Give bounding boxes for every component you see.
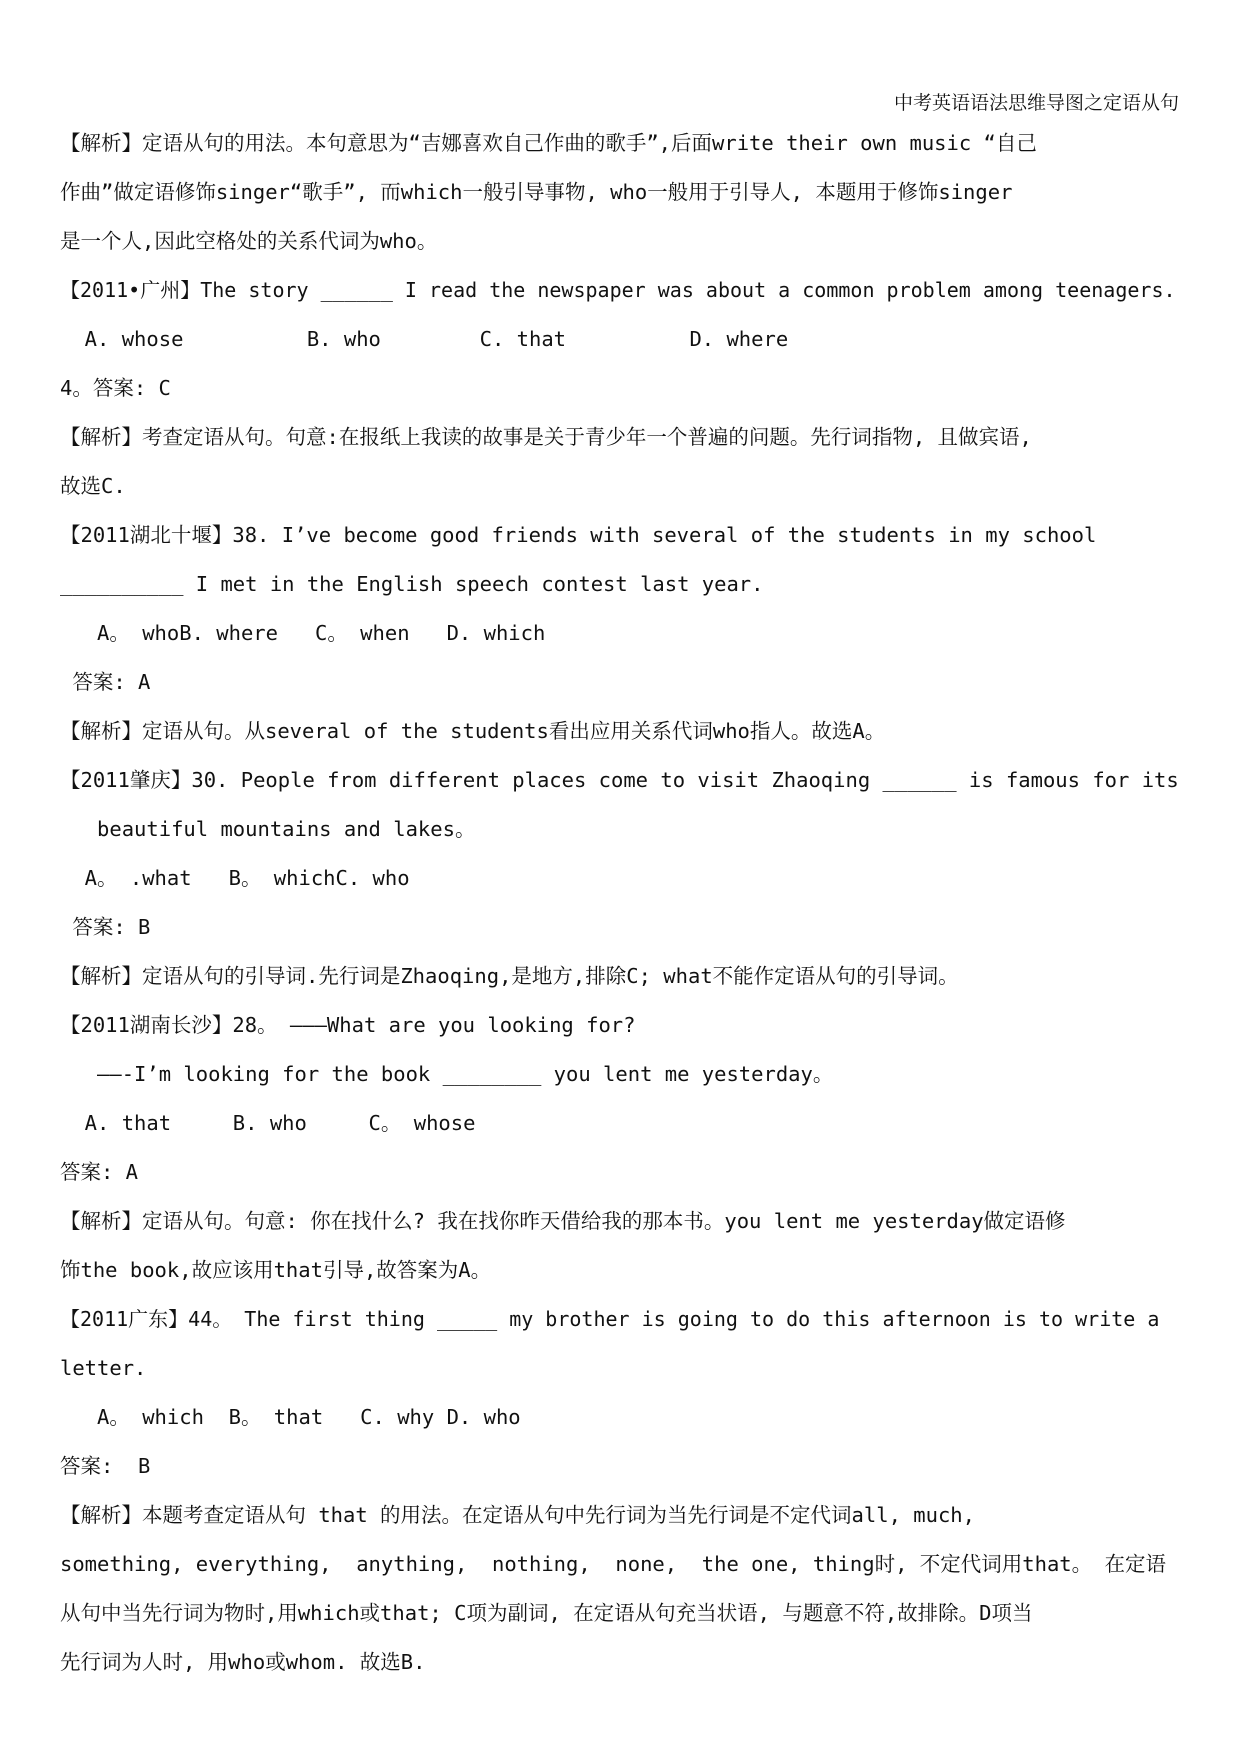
text-line: 先行词为人时, 用who或whom. 故选B. (60, 1650, 426, 1674)
question-line: 【2011湖南长沙】28。 ———What are you looking for? (60, 1013, 636, 1037)
question-line: 【2011广东】44。 The first thing _____ my brother is going to do this afternoon is to write a (60, 1307, 1160, 1331)
page-header: 中考英语语法思维导图之定语从句 (893, 92, 1179, 114)
text-line: 【解析】定语从句的用法。本句意思为“吉娜喜欢自己作曲的歌手”,后面write their own music “自己 (60, 131, 1037, 155)
question-line: 【2011•广州】The story ______ I read the newspaper was about a common problem among teenagers. (60, 278, 1176, 302)
options-line: A. that B. who C。 whose (60, 1111, 476, 1135)
question-line: ——-I’m looking for the book ________ you lent me yesterday。 (60, 1062, 834, 1086)
options-line: A。 whoB. where C。 when D. which (60, 621, 546, 645)
answer-line: 4。答案: C (60, 376, 171, 400)
options-line: A。 which B。 that C. why D. who (60, 1405, 521, 1429)
text-line: 是一个人,因此空格处的关系代词为who。 (60, 229, 438, 253)
options-line: A。 .what B。 whichC. who (60, 866, 410, 890)
text-line: something, everything, anything, nothing, none, the one, thing时, 不定代词用that。 在定语 (60, 1552, 1166, 1576)
question-line: 【2011湖北十堰】38. I’ve become good friends with several of the students in my school (60, 523, 1097, 547)
question-line: 【2011肇庆】30. People from different places come to visit Zhaoqing ______ is famous for its (60, 768, 1179, 792)
question-line: __________ I met in the English speech contest last year. (60, 572, 764, 596)
text-line: 【解析】本题考查定语从句 that 的用法。在定语从句中先行词为当先行词是不定代词all, much, (60, 1503, 975, 1527)
text-line: 饰the book,故应该用that引导,故答案为A。 (60, 1258, 492, 1282)
answer-line: 答案: B (60, 915, 151, 939)
answer-line: 答案: A (60, 670, 151, 694)
text-line: 从句中当先行词为物时,用which或that; C项为副词, 在定语从句充当状语, 与题意不符,故排除。D项当 (60, 1601, 1033, 1625)
answer-line: 答案: B (60, 1454, 151, 1478)
text-line: 【解析】定语从句。句意: 你在找什么? 我在找你昨天借给我的那本书。you lent me yesterday做定语修 (60, 1209, 1066, 1233)
text-line: 作曲”做定语修饰singer“歌手”, 而which一般引导事物, who一般用于引导人, 本题用于修饰singer (60, 180, 1013, 204)
options-line: A. whose B. who C. that D. where (60, 327, 789, 351)
question-line: letter. (60, 1356, 147, 1380)
text-line: 【解析】定语从句的引导词.先行词是Zhaoqing,是地方,排除C; what不能作定语从句的引导词。 (60, 964, 959, 988)
text-line: 【解析】考查定语从句。句意:在报纸上我读的故事是关于青少年一个普遍的问题。先行词指物, 且做宾语, (60, 425, 1032, 449)
question-line: beautiful mountains and lakes。 (60, 817, 476, 841)
document-body (60, 119, 1185, 1687)
answer-line: 答案: A (60, 1160, 139, 1184)
text-line: 【解析】定语从句。从several of the students看出应用关系代词who指人。故选A。 (60, 719, 886, 743)
text-line: 故选C. (60, 474, 126, 498)
